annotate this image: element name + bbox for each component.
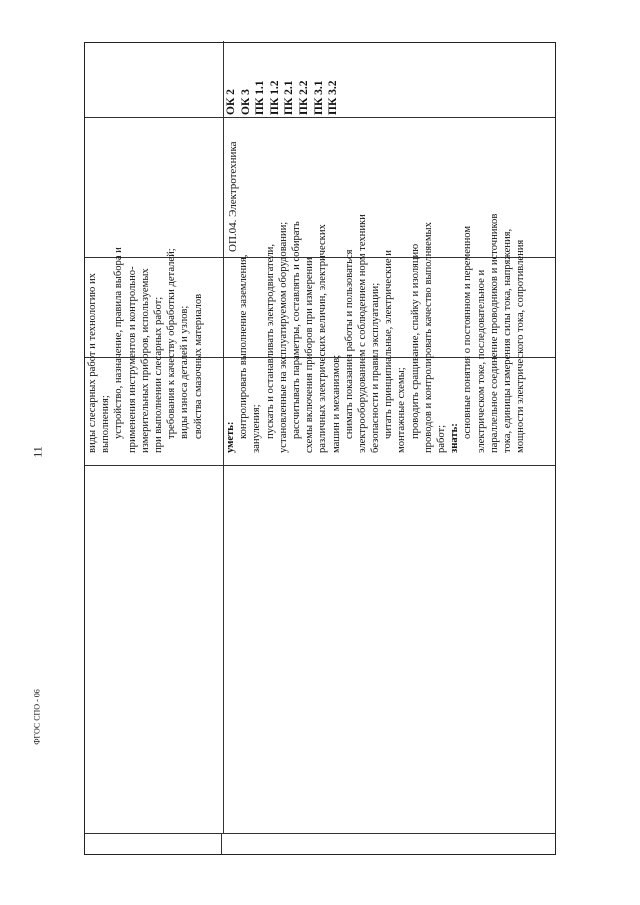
competence-code: ПК 1.1 bbox=[254, 80, 267, 115]
rotated-table bbox=[84, 42, 556, 855]
column-divider bbox=[85, 833, 555, 834]
page-number: 11 bbox=[30, 446, 45, 458]
footer-standard-code: ФГОС СПО - 06 bbox=[32, 689, 42, 745]
umet-label: уметь: bbox=[225, 421, 236, 453]
competence-codes bbox=[224, 80, 341, 115]
competence-code: ПК 2.2 bbox=[297, 80, 310, 115]
competence-code: ПК 1.2 bbox=[268, 80, 281, 115]
competence-code: ПК 2.1 bbox=[283, 80, 296, 115]
competence-code: ОК 2 bbox=[225, 89, 237, 115]
competence-code: ОК 3 bbox=[239, 89, 252, 115]
skills-continuation: виды слесарных работ и технологию их выполнения; устройство, назначение, правила выбора и применения инструментов и контрольно- измерительных приборов, используемых при выполнении слесарных работ; требования к качеству обработки деталей; виды износа деталей и узлов; свойства смазочных материалов bbox=[87, 247, 204, 453]
column-divider bbox=[85, 117, 555, 118]
skills-requirements: уметь: контролировать выполнение заземления, зануления; пускать и останавливать электродвигатели, установленные на эксплуатируемом оборудовании; рассчитывать параметры, составлять и собирать схемы включения приборов при измерении различных электрических величин, электрических машин и механизмов; снимать показания работы и пользоваться электрооборудованием с соблюдением норм техники безопасности и правил эксплуатации; читать принципиальные, электрические и монтажные схемы; проводить сращивание, спайку и изоляцию проводов и контролировать качество выполняемых работ; знать: основные понятия о постоянном и переменном электрическом токе, последовательное и параллельное соединение проводников и источников тока, единицы измерения силы тока, напряжения, мощности электрического тока, сопротивления bbox=[225, 213, 527, 453]
row-divider bbox=[221, 834, 222, 854]
discipline-name: ОП.04. Электротехника bbox=[227, 141, 239, 252]
znat-label: знать: bbox=[449, 423, 461, 453]
column-divider bbox=[85, 465, 555, 466]
competence-code: ПК 3.2 bbox=[327, 80, 340, 115]
competence-code: ПК 3.1 bbox=[312, 80, 325, 115]
